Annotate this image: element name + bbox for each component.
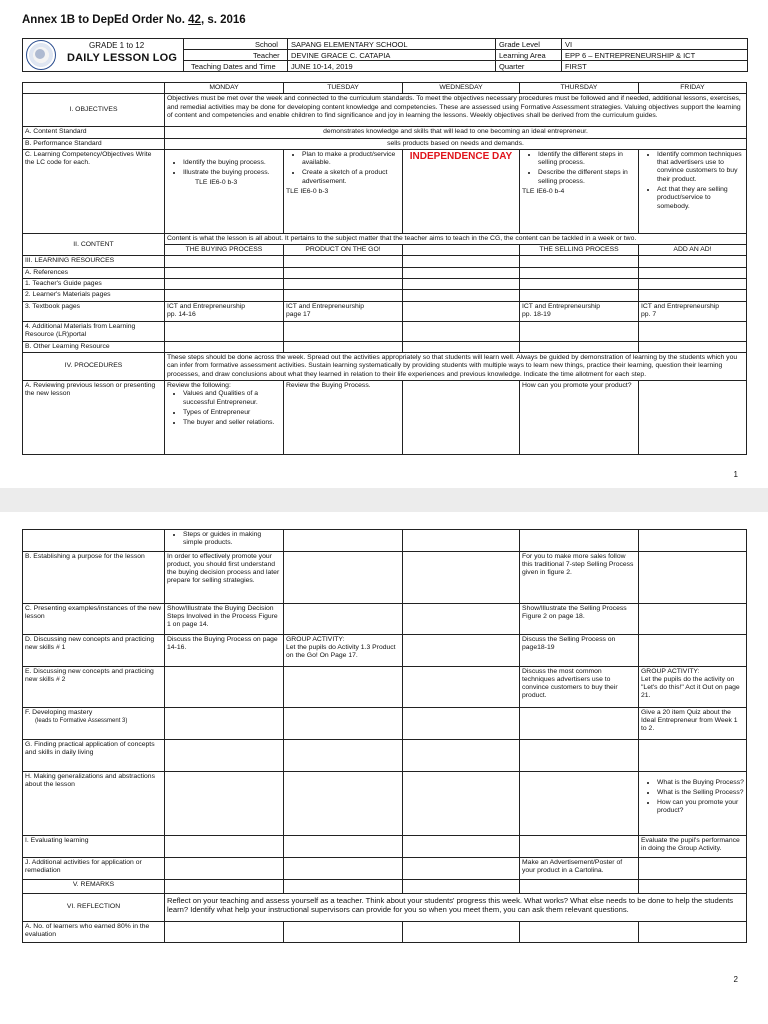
list-item: • Steps or guides in making simple products.: [183, 531, 281, 548]
day-thursday: THURSDAY: [520, 83, 639, 94]
page-number-2: 2: [733, 975, 738, 984]
procedure-f-friday: Give a 20 item Quiz about the Ideal Entrepreneur from Week 1 to 2.: [639, 707, 747, 739]
grade-level-label: Grade Level: [499, 40, 540, 49]
procedures-text: These steps should be done across the week. Spread out the activities appropriately so that students will learn well. Always be guided by demonstration of learning by the students which you can infer from formative assessment activities. Sustain learning systematically by providing students with multiple ways to learn new things, practice their learning, question their learning processes, and draw conclusions about what they learned in relation to their life experiences and previous knowledge. Indicate the time allotment for each step.: [165, 352, 747, 380]
dates-label: Teaching Dates and Time: [191, 62, 276, 71]
list-item: • Identify common techniques that advertisers use to convince customers to buy their product.: [657, 151, 744, 184]
procedures-label: IV. PROCEDURES: [23, 352, 165, 380]
procedure-j-label: J. Additional activities for application or remediation: [23, 857, 165, 879]
list-item: • How can you promote your product?: [657, 799, 744, 816]
content-standard-text: demonstrates knowledge and skills that will lead to one becoming an ideal entrepreneur.: [165, 127, 747, 138]
objectives-row: [23, 94, 747, 127]
procedure-b-thursday: For you to make more sales follow this traditional 7-step Selling Process given in figure 2.: [520, 551, 639, 603]
reflection-row: [23, 893, 747, 921]
procedure-h-row: [23, 771, 747, 835]
performance-standard-row: [23, 138, 747, 149]
procedure-i-row: [23, 835, 747, 857]
textbook-label: 3. Textbook pages: [23, 301, 165, 321]
competency-wednesday: [403, 149, 520, 233]
procedure-i-friday: Evaluate the pupil's performance in doing the Group Activity.: [639, 835, 747, 857]
teacher-value: DEVINE GRACE C. CATAPIA: [291, 51, 391, 60]
procedure-a-monday-continued: [165, 530, 284, 552]
additional-materials-label: 4. Additional Materials from Learning Resource (LR)portal: [23, 321, 165, 341]
textbook-tuesday: ICT and Entrepreneurship page 17: [284, 301, 403, 321]
procedure-h-label: H. Making generalizations and abstractions about the lesson: [23, 771, 165, 835]
content-label: II. CONTENT: [23, 233, 165, 256]
list-item: • The buyer and seller relations.: [183, 419, 281, 427]
list-item: • Values and Qualities of a successful Entrepreneur.: [183, 390, 281, 407]
content-standard-row: [23, 127, 747, 138]
lesson-table-page-2: [22, 529, 747, 943]
resources-row: [23, 256, 747, 267]
grade-range: GRADE 1 to 12: [89, 41, 145, 50]
lc-code: TLE IE6-0 b-3: [286, 188, 329, 196]
list-item: • Create a sketch of a product advertisement.: [302, 169, 400, 186]
additional-materials-row: [23, 321, 747, 341]
procedure-b-label: B. Establishing a purpose for the lesson: [23, 551, 165, 603]
content-standard-label: A. Content Standard: [23, 127, 165, 138]
page-separator: [0, 488, 768, 512]
page-2: [0, 512, 768, 1024]
list-item: • Illustrate the buying process.: [183, 169, 281, 177]
content-thursday: THE SELLING PROCESS: [520, 245, 639, 256]
content-tuesday: PRODUCT ON THE GO!: [284, 245, 403, 256]
page-1: [0, 0, 768, 488]
procedure-c-row: [23, 603, 747, 634]
procedure-f-row: [23, 707, 747, 739]
objectives-label: I. OBJECTIVES: [23, 94, 165, 127]
procedure-j-thursday: Make an Advertisement/Poster of your product in a Cartolina.: [520, 857, 639, 879]
procedure-e-row: [23, 666, 747, 707]
school-value: SAPANG ELEMENTARY SCHOOL: [291, 40, 408, 49]
quarter-label: Quarter: [499, 62, 525, 71]
competency-thursday: [520, 149, 639, 233]
references-label: A. References: [23, 267, 165, 278]
procedure-d-monday: Discuss the Buying Process on page 14-16.: [165, 634, 284, 666]
teachers-guide-row: [23, 279, 747, 290]
competency-friday: [639, 149, 747, 233]
procedure-e-thursday: Discuss the most common techniques advertisers use to convince customers to buy their product.: [520, 666, 639, 707]
teachers-guide-label: 1. Teacher's Guide pages: [23, 279, 165, 290]
learners-materials-label: 2. Learner's Materials pages: [23, 290, 165, 301]
list-item: • What is the Selling Process?: [657, 789, 744, 797]
procedure-e-label: E. Discussing new concepts and practicing new skills # 2: [23, 666, 165, 707]
procedure-a-row: [23, 380, 747, 454]
procedure-a-thursday: How can you promote your product?: [520, 380, 639, 454]
day-monday: MONDAY: [165, 83, 284, 94]
annex-heading: Annex 1B to DepEd Order No. 42, s. 2016: [22, 14, 246, 26]
procedure-d-thursday: Discuss the Selling Process on page18-19: [520, 634, 639, 666]
reflection-a-label: A. No. of learners who earned 80% in the evaluation: [23, 921, 165, 942]
header-box: [22, 38, 748, 72]
reflection-label: VI. REFLECTION: [23, 893, 165, 921]
day-tuesday: TUESDAY: [284, 83, 403, 94]
learners-materials-row: [23, 290, 747, 301]
procedure-j-row: [23, 857, 747, 879]
procedure-f-label: F. Developing mastery (leads to Formative Assessment 3): [23, 707, 165, 739]
procedure-d-row: [23, 634, 747, 666]
reflection-text: Reflect on your teaching and assess yourself as a teacher. Think about your students' progress this week. What works? What else needs to be done to help the students learn? Identify what help your instructional supervisors can provide for you so when you meet them, you can ask them relevant questions.: [165, 893, 747, 921]
textbook-monday: ICT and Entrepreneurship pp. 14-16: [165, 301, 284, 321]
other-resource-label: B. Other Learning Resource: [23, 341, 165, 352]
procedure-c-thursday: Show/Illustrate the Selling Process Figure 2 on page 18.: [520, 603, 639, 634]
procedure-e-friday: GROUP ACTIVITY: Let the pupils do the activity on "Let's do this!" Act it Out on page 21.: [639, 666, 747, 707]
remarks-row: [23, 879, 747, 893]
page-number-1: 1: [733, 470, 738, 479]
procedure-b-monday: In order to effectively promote your product, you should first understand the buying decision process and later prepare for selling strategies.: [165, 551, 284, 603]
procedure-h-friday: [639, 771, 747, 835]
lesson-table-page-1: [22, 82, 747, 455]
list-item: • What is the Buying Process?: [657, 779, 744, 787]
procedure-a-monday: Review the following: • Values and Qualities of a successful Entrepreneur. • Types of Entrepreneur • The buyer and seller relations.: [165, 380, 284, 454]
procedure-g-row: [23, 739, 747, 771]
lc-code: TLE IE6-0 b-4: [522, 188, 565, 196]
content-row: [23, 233, 747, 244]
procedure-c-monday: Show/Illustrate the Buying Decision Steps Involved in the Process Figure 1 on page 14.: [165, 603, 284, 634]
performance-standard-text: sells products based on needs and demands.: [165, 138, 747, 149]
competency-label: C. Learning Competency/Objectives Write the LC code for each.: [23, 149, 165, 233]
references-row: [23, 267, 747, 278]
procedure-b-row: [23, 551, 747, 603]
list-item: • Describe the different steps in selling process.: [538, 169, 636, 186]
reflection-a-row: [23, 921, 747, 942]
competency-row: [23, 149, 747, 233]
dates-value: JUNE 10-14, 2019: [291, 62, 353, 71]
list-item: • Act that they are selling product/service to somebody.: [657, 186, 744, 211]
list-item: • Identify the buying process.: [183, 159, 281, 167]
day-wednesday: WEDNESDAY: [403, 83, 520, 94]
other-resource-row: [23, 341, 747, 352]
content-monday: THE BUYING PROCESS: [165, 245, 284, 256]
resources-label: III. LEARNING RESOURCES: [23, 256, 165, 267]
learning-area-value: EPP 6 – ENTREPRENEURSHIP & ICT: [565, 51, 696, 60]
competency-tuesday: [284, 149, 403, 233]
content-text: Content is what the lesson is all about. It pertains to the subject matter that the teacher aims to teach in the CG, the content can be tackled in a week or two.: [165, 233, 747, 244]
quarter-value: FIRST: [565, 62, 587, 71]
textbook-thursday: ICT and Entrepreneurship pp. 18-19: [520, 301, 639, 321]
competency-monday: [165, 149, 284, 233]
list-item: • Plan to make a product/service available.: [302, 151, 400, 168]
procedure-d-tuesday: GROUP ACTIVITY: Let the pupils do Activity 1.3 Product on the Go! On Page 17.: [284, 634, 403, 666]
remarks-label: V. REMARKS: [23, 879, 165, 893]
list-item: • Identify the different steps in selling process.: [538, 151, 636, 168]
procedure-c-label: C. Presenting examples/instances of the new lesson: [23, 603, 165, 634]
day-friday: FRIDAY: [639, 83, 747, 94]
list-item: • Types of Entrepreneur: [183, 409, 281, 417]
procedure-a-label: A. Reviewing previous lesson or presenting the new lesson: [23, 380, 165, 454]
document-title: DAILY LESSON LOG: [67, 52, 178, 64]
content-friday: ADD AN AD!: [639, 245, 747, 256]
deped-seal-icon: [26, 40, 56, 70]
procedure-g-label: G. Finding practical application of concepts and skills in daily living: [23, 739, 165, 771]
procedure-i-label: I. Evaluating learning: [23, 835, 165, 857]
textbook-row: [23, 301, 747, 321]
independence-day-label: INDEPENDENCE DAY: [409, 150, 513, 162]
textbook-friday: ICT and Entrepreneurship pp. 7: [639, 301, 747, 321]
teacher-label: Teacher: [253, 51, 280, 60]
day-header-row: [23, 83, 747, 94]
performance-standard-label: B. Performance Standard: [23, 138, 165, 149]
grade-level-value: VI: [565, 40, 573, 49]
objectives-text: Objectives must be met over the week and connected to the curriculum standards. To meet the objectives necessary procedures must be followed and if needed, additional lessons, exercises, and remedial activities may be done for developing content knowledge and competencies. These are assessed using Formative Assessment strategies. Valuing objectives support the learning of content and competencies and enable children to find significance and joy in learning the lessons. Weekly objectives shall be derived from the curriculum guides.: [165, 94, 747, 127]
procedure-a-continued-row: [23, 530, 747, 552]
school-label: School: [255, 40, 278, 49]
procedure-d-label: D. Discussing new concepts and practicing new skills # 1: [23, 634, 165, 666]
learning-area-label: Learning Area: [499, 51, 546, 60]
procedure-a-tuesday: Review the Buying Process.: [284, 380, 403, 454]
procedures-row: [23, 352, 747, 380]
lc-code: TLE IE6-0 b-3: [195, 179, 238, 187]
